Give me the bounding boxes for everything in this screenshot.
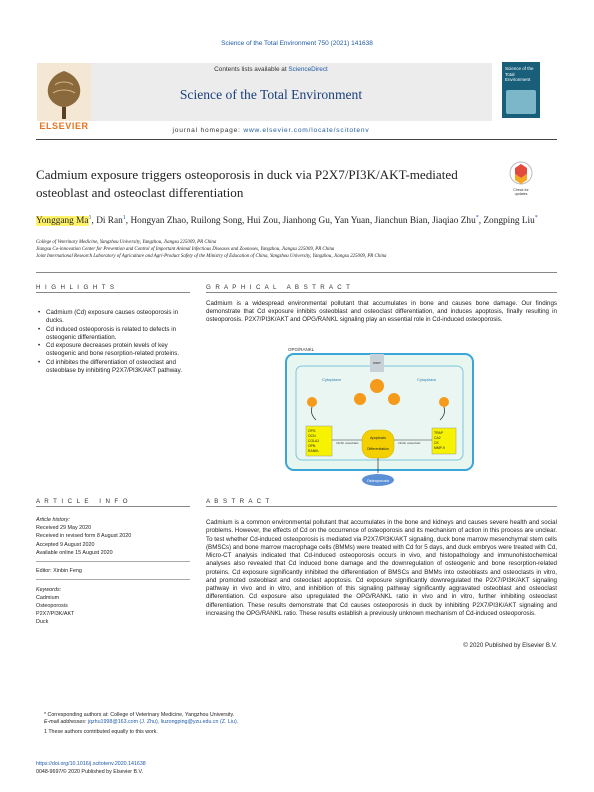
info-divider <box>36 561 190 562</box>
cover-title: Science of the Total Environment <box>505 66 534 82</box>
fig-right-box-3: CK <box>434 441 439 445</box>
history-label: Article history: <box>36 517 70 523</box>
fig-inhibit-left: Inhibit osteoblast <box>336 441 359 445</box>
author-marker: 1 <box>88 215 92 221</box>
fig-right-box-4: MMP-9 <box>434 446 445 450</box>
fig-osteoporosis: Osteoporosis <box>366 479 390 483</box>
journal-cover <box>502 62 540 118</box>
contents-prefix: Contents lists available at <box>214 66 287 73</box>
author-name[interactable]: Jianchun Bian <box>374 216 428 227</box>
graphical-abstract-rule <box>206 292 557 293</box>
keywords <box>36 586 190 626</box>
abstract-text: Cadmium is a common environmental pollutant that accumulates in the bone and kidneys and causes severe health and social problems. However, the effects of Cd on the occurrence of osteoporosis and its mechanism of action in this process are unclear. To test whether Cd-induced osteoporosis is mediated via P2X7/PI3K/AKT signaling, duck bone marrow mesenchymal stem cells (BMSCs) and bone marrow macrophage cells (BMMs) were treated with Cd for 5 days, and duck embryos were treated with Cd, Micro-CT analysis indicated that Cd-induced osteoporosis occurs in vivo, and histopathology and immunohistochemical analyses also revealed that Cd induced bone damage and the downregulation of osteogenic and bone resorption-related proteins. Cd exposure significantly inhibited the differentiation of BMSCs and BMMs into osteoblasts and osteoclasts in vitro, and promoted osteoblast and osteoclast apoptosis. Cd exposure significantly downregulated the P2X7/PI3K/AKT signaling pathway in vivo and in vitro, and inhibition of this signaling pathway significantly aggravated osteoblast and osteoclast differentiation. Cd exposure also upregulated the OPG/RANKL ratio in vivo and in vitro, further inhibiting osteoclast differentiation. These results demonstrate that Cd causes osteoporosis in duck by inhibiting P2X7/PI3K/AKT signaling and increasing the OPG/RANKL ratio. These results establish a previously unknown mechanism of Cd-induced osteoporosis. <box>206 519 557 617</box>
author-marker: * <box>534 215 538 221</box>
fig-inhibit-right: Inhibit osteoclast <box>398 441 421 445</box>
keyword: P2X7/PI3K/AKT <box>36 611 75 617</box>
keyword: Cadmium <box>36 595 60 601</box>
highlight-item: • Cd exposure decreases protein levels of key osteogenic and bone resorption-related proteins. <box>42 342 182 358</box>
graphical-abstract-figure <box>282 344 477 492</box>
elsevier-tree-logo <box>37 63 91 127</box>
editor: Editor: Xinbin Feng <box>36 568 82 574</box>
section-rule <box>36 272 557 273</box>
footnote-equal: 1 These authors contributed equally to this work. <box>44 729 158 735</box>
info-divider <box>36 579 190 580</box>
copyright: © 2020 Published by Elsevier B.V. <box>463 642 557 649</box>
footnote-corresponding: * Corresponding authors at: College of Veterinary Medicine, Yangzhou University. <box>44 712 235 718</box>
abstract-rule <box>206 506 557 507</box>
abstract-heading: A B S T R A C T <box>206 498 271 505</box>
keyword: Duck <box>36 619 49 625</box>
author-marker: 1 <box>122 215 126 221</box>
affiliation-1: College of Veterinary Medicine, Yangzhou University, Yangzhou, Jiangsu 225009, PR China <box>36 240 217 245</box>
fig-left-box-1: OPG <box>308 429 316 433</box>
keyword: Osteoporosis <box>36 603 68 609</box>
homepage-link[interactable]: www.elsevier.com/locate/scitotenv <box>243 127 370 134</box>
fig-left-box-3: COLA1 <box>308 439 320 443</box>
fig-receptor: P2X7 <box>373 361 381 365</box>
fig-right-box-1: TRAP <box>434 431 444 435</box>
article-history <box>36 516 190 557</box>
journal-homepage <box>50 127 492 134</box>
graphical-abstract-text: Cadmium is a widespread environmental pollutant that accumulates in bone and causes bone damage. Our findings demonstrate that Cd exposure inhibits osteoblast and osteoclast differentiation, and induces apoptosis, finally resulting in osteoporosis. P2X7/PI3K/AKT and OPG/RANKL signaling play an essential role in Cd-induced osteoporosis. <box>206 300 557 324</box>
email-links[interactable]: jqzhu1998@163.com (J. Zhu), liuzongping@yzu.edu.cn (Z. Liu). <box>87 719 239 725</box>
fig-apoptosis: Apoptosis <box>370 436 386 440</box>
fig-cytoplasm-right: Cytoplasm <box>417 377 436 382</box>
sciencedirect-link[interactable]: ScienceDirect <box>288 66 328 73</box>
publisher-logo-text: ELSEVIER <box>39 121 89 131</box>
author-marker: * <box>475 215 479 221</box>
highlight-item: • Cd inhibites the differentiation of osteoclast and osteoblase by inhibiting P2X7/PI3K/AKT pathway. <box>42 359 182 375</box>
issn: 0048-9697/© 2020 Published by Elsevier B.V. <box>36 769 144 775</box>
svg-text:Check for: Check for <box>513 188 529 192</box>
svg-text:updates: updates <box>514 192 528 196</box>
author-name[interactable]: Jianhong Gu <box>282 216 330 227</box>
fig-left-box-4: OPN <box>308 444 316 448</box>
fig-left-label: OPG/RANKL <box>288 347 315 352</box>
author-name[interactable]: Zongping Liu <box>483 216 535 227</box>
author-name[interactable]: Jiaqiao Zhu <box>432 216 476 227</box>
article-title: Cadmium exposure triggers osteoporosis in duck via P2X7/PI3K/AKT-mediated osteoblast and osteoclast differentiation <box>36 167 458 200</box>
highlight-item: • Cd induced osteoporosis is related to defects in osteogenic differentiation. <box>42 326 182 342</box>
doi-link[interactable]: https://doi.org/10.1016/j.scitotenv.2020.141638 <box>36 761 146 767</box>
affiliation-2: Jiangsu Co-innovation Center for Prevention and Control of Important Animal Infectious Diseases and Zoonoses, Yangzhou, Jiangsu 225009, PR China <box>36 247 335 252</box>
fig-right-box-2: CA2 <box>434 436 441 440</box>
article-info-heading: A R T I C L E I N F O <box>36 498 129 505</box>
history-received: Received 29 May 2020 <box>36 525 92 532</box>
fig-left-box-5: RANKL <box>308 449 320 453</box>
history-accepted: Accepted 9 August 2020 <box>36 541 95 548</box>
author-list: Yonggang Ma$^1$, Di Ran$^1$, Hongyan Zhao, Ruilong Song, Hui Zou, Jianhong Gu, Yan Yuan, Jianchun Bian, Jiaqiao Zhu*, Zongping Liu* <box>36 215 538 227</box>
header-rule <box>36 139 557 140</box>
email-label: E-mail addresses: <box>44 719 87 725</box>
homepage-label: journal homepage: <box>172 127 241 134</box>
footnote-emails <box>44 719 494 726</box>
history-online: Available online 15 August 2020 <box>36 549 113 556</box>
fig-left-box-2: OCN <box>308 434 316 438</box>
highlight-item: • Cadmium (Cd) exposure causes osteoporosis in ducks. <box>42 309 182 325</box>
author-name[interactable]: Yonggang Ma <box>36 216 89 227</box>
highlights-list <box>42 309 182 376</box>
affiliation-3: Joint International Research Laboratory of Agriculture and Agri-Product Safety of the Ministry of Education of China, Yangzhou University, Yangzhou, Jiangsu 225009, PR China <box>36 254 387 259</box>
highlights-heading: H I G H L I G H T S <box>36 284 116 291</box>
article-info-rule <box>36 506 190 507</box>
fig-cytoplasm-left: Cytoplasm <box>322 377 341 382</box>
author-name[interactable]: Yan Yuan <box>334 216 370 227</box>
author-name[interactable]: Hongyan Zhao <box>130 216 186 227</box>
journal-reference[interactable]: Science of the Total Environment 750 (2021) 141638 <box>221 40 373 47</box>
keywords-label: Keywords: <box>36 587 62 593</box>
highlights-rule <box>36 292 190 293</box>
history-revised: Received in revised form 8 August 2020 <box>36 533 132 540</box>
journal-title: Science of the Total Environment <box>179 87 363 102</box>
fig-differentiation: Differentiation <box>366 447 390 451</box>
graphical-abstract-heading: G R A P H I C A L A B S T R A C T <box>206 284 352 291</box>
author-name[interactable]: Hui Zou <box>246 216 278 227</box>
crossmark-icon[interactable] <box>506 160 536 198</box>
author-name[interactable]: Di Ran <box>96 216 123 227</box>
author-name[interactable]: Ruilong Song <box>190 216 243 227</box>
